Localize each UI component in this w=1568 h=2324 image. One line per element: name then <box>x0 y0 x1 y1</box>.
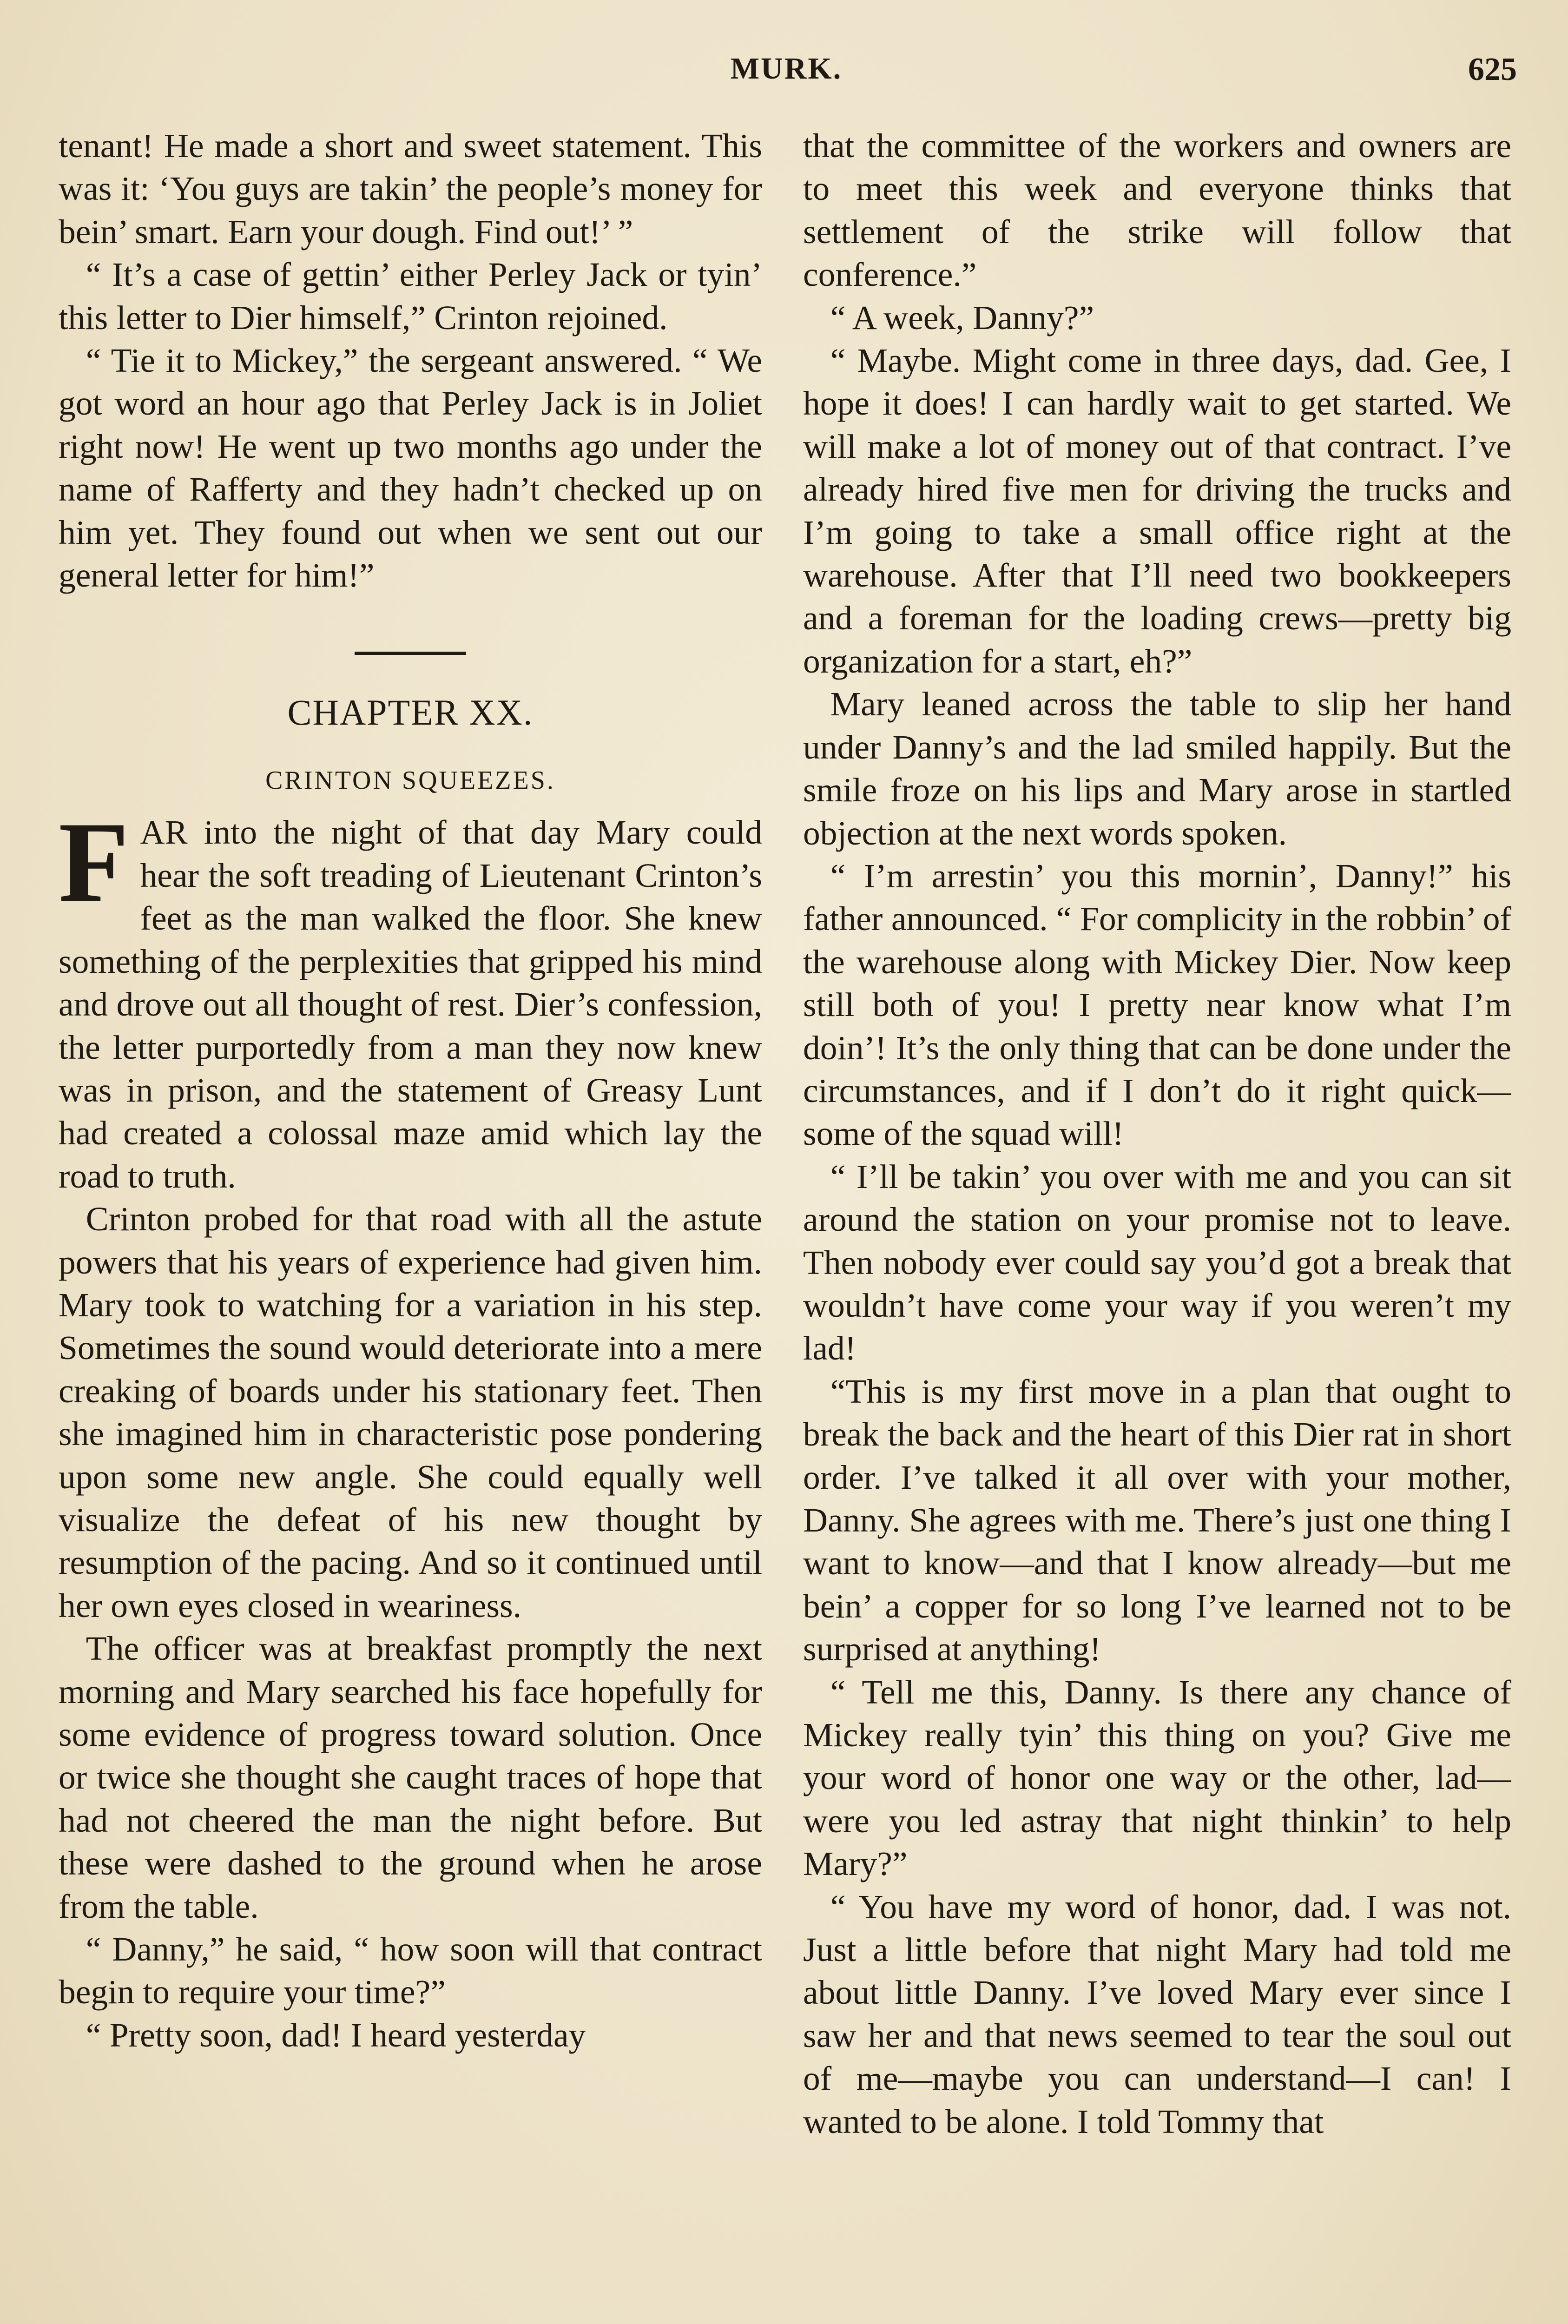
opening-text: AR into the night of that day Mary could hear the soft treading of Lieutenant Crinton’s feet as the man walked the floor. She knew something of the perplexities that gripped his mind and drove out all thought of rest. Dier’s confession, the letter purportedly from a man they now knew was in prison, and the statement of Greasy Lunt had created a colossal maze amid which lay the road to truth. <box>59 813 762 1195</box>
chapter-opening-paragraph <box>59 798 762 1198</box>
paragraph: “This is my first move in a plan that ought to break the back and the heart of this Dier rat in short order. I’ve talked it all over with your mother, Danny. She agrees with me. There’s just one thing I want to know—and that I know already—but me bein’ a copper for so long I’ve learned not to be surprised at anything! <box>803 1372 1511 1668</box>
paragraph: “ Pretty soon, dad! I heard yesterday <box>86 2016 586 2054</box>
running-head: MURK. <box>730 52 843 86</box>
paragraph: “ You have my word of honor, dad. I was not. Just a little before that night Mary had told me about little Danny. I’ve loved Mary ever since I saw her and that news seemed to tear the soul out of me—maybe you can understand—I can! I wanted to be alone. I told Tommy that <box>803 1888 1511 2140</box>
paragraph: “ Tie it to Mickey,” the sergeant answered. “ We got word an hour ago that Perley Jack is in Joliet right now! He went up two months ago under the name of Rafferty and they hadn’t checked up on him yet. They found out when we sent out our general letter for him!” <box>59 342 762 594</box>
chapter-subtitle: CRINTON SQUEEZES. <box>265 766 555 795</box>
paragraph: Crinton probed for that road with all the astute powers that his years of experience had given him. Mary took to watching for a variation in his step. Sometimes the sound would deteriorate into a mere creaking of boards under his stationary feet. Then she imagined him in characteristic pose pondering upon some new angle. She could equally well visualize the defeat of his new thought by resumption of the pacing. And so it continued until her own eyes closed in weariness. <box>59 1200 762 1624</box>
paragraph: “ A week, Danny?” <box>830 298 1094 337</box>
paragraph: The officer was at breakfast promptly the next morning and Mary searched his face hopefully for some evidence of progress toward solution. Once or twice she thought she caught traces of hope that had not cheered the man the night before. But these were dashed to the ground when he arose from the table. <box>59 1630 762 1925</box>
section-divider <box>355 652 466 655</box>
chapter-title: CHAPTER XX. <box>287 692 534 733</box>
paragraph: “ I’m arrestin’ you this mornin’, Danny!” his father announced. “ For complicity in the robbin’ of the warehouse along with Mickey Dier. Now keep still both of you! I pretty near know what I’m doin’! It’s the only thing that can be done under the circumstances, and if I don’t do it right quick—some of the squad will! <box>803 857 1511 1153</box>
right-column <box>803 125 1511 2324</box>
paragraph: that the committee of the workers and owners are to meet this week and everyone thinks that settlement of the strike will follow that conference.” <box>803 127 1511 294</box>
drop-cap: F <box>59 798 129 926</box>
left-column <box>59 125 762 2324</box>
paragraph: Mary leaned across the table to slip her hand under Danny’s and the lad smiled happily. But the smile froze on his lips and Mary arose in startled objection at the next words spoken. <box>803 685 1511 852</box>
page-number: 625 <box>1468 52 1517 87</box>
paragraph: “ It’s a case of gettin’ either Perley Jack or tyin’ this letter to Dier himself,” Crinton rejoined. <box>59 256 762 337</box>
paragraph: “ Tell me this, Danny. Is there any chance of Mickey really tyin’ this thing on you? Give me your word of honor one way or the other, lad—were you led astray that night thinkin’ to help Mary?” <box>803 1673 1511 1883</box>
page-header <box>56 51 1517 93</box>
paragraph: tenant! He made a short and sweet statement. This was it: ‘You guys are takin’ the people’s money for bein’ smart. Earn your dough. Find out!’ ” <box>59 127 762 251</box>
paragraph: “ Maybe. Might come in three days, dad. Gee, I hope it does! I can hardly wait to get started. We will make a lot of money out of that contract. I’ve already hired five men for driving the trucks and I’m going to take a small office right at the warehouse. After that I’ll need two bookkeepers and a foreman for the loading crews—pretty big organization for a start, eh?” <box>803 342 1511 680</box>
paragraph: “ I’ll be takin’ you over with me and you can sit around the station on your promise not to leave. Then nobody ever could say you’d got a break that wouldn’t have come your way if you weren’t my lad! <box>803 1157 1511 1367</box>
paragraph: “ Danny,” he said, “ how soon will that contract begin to require your time?” <box>59 1930 762 2011</box>
